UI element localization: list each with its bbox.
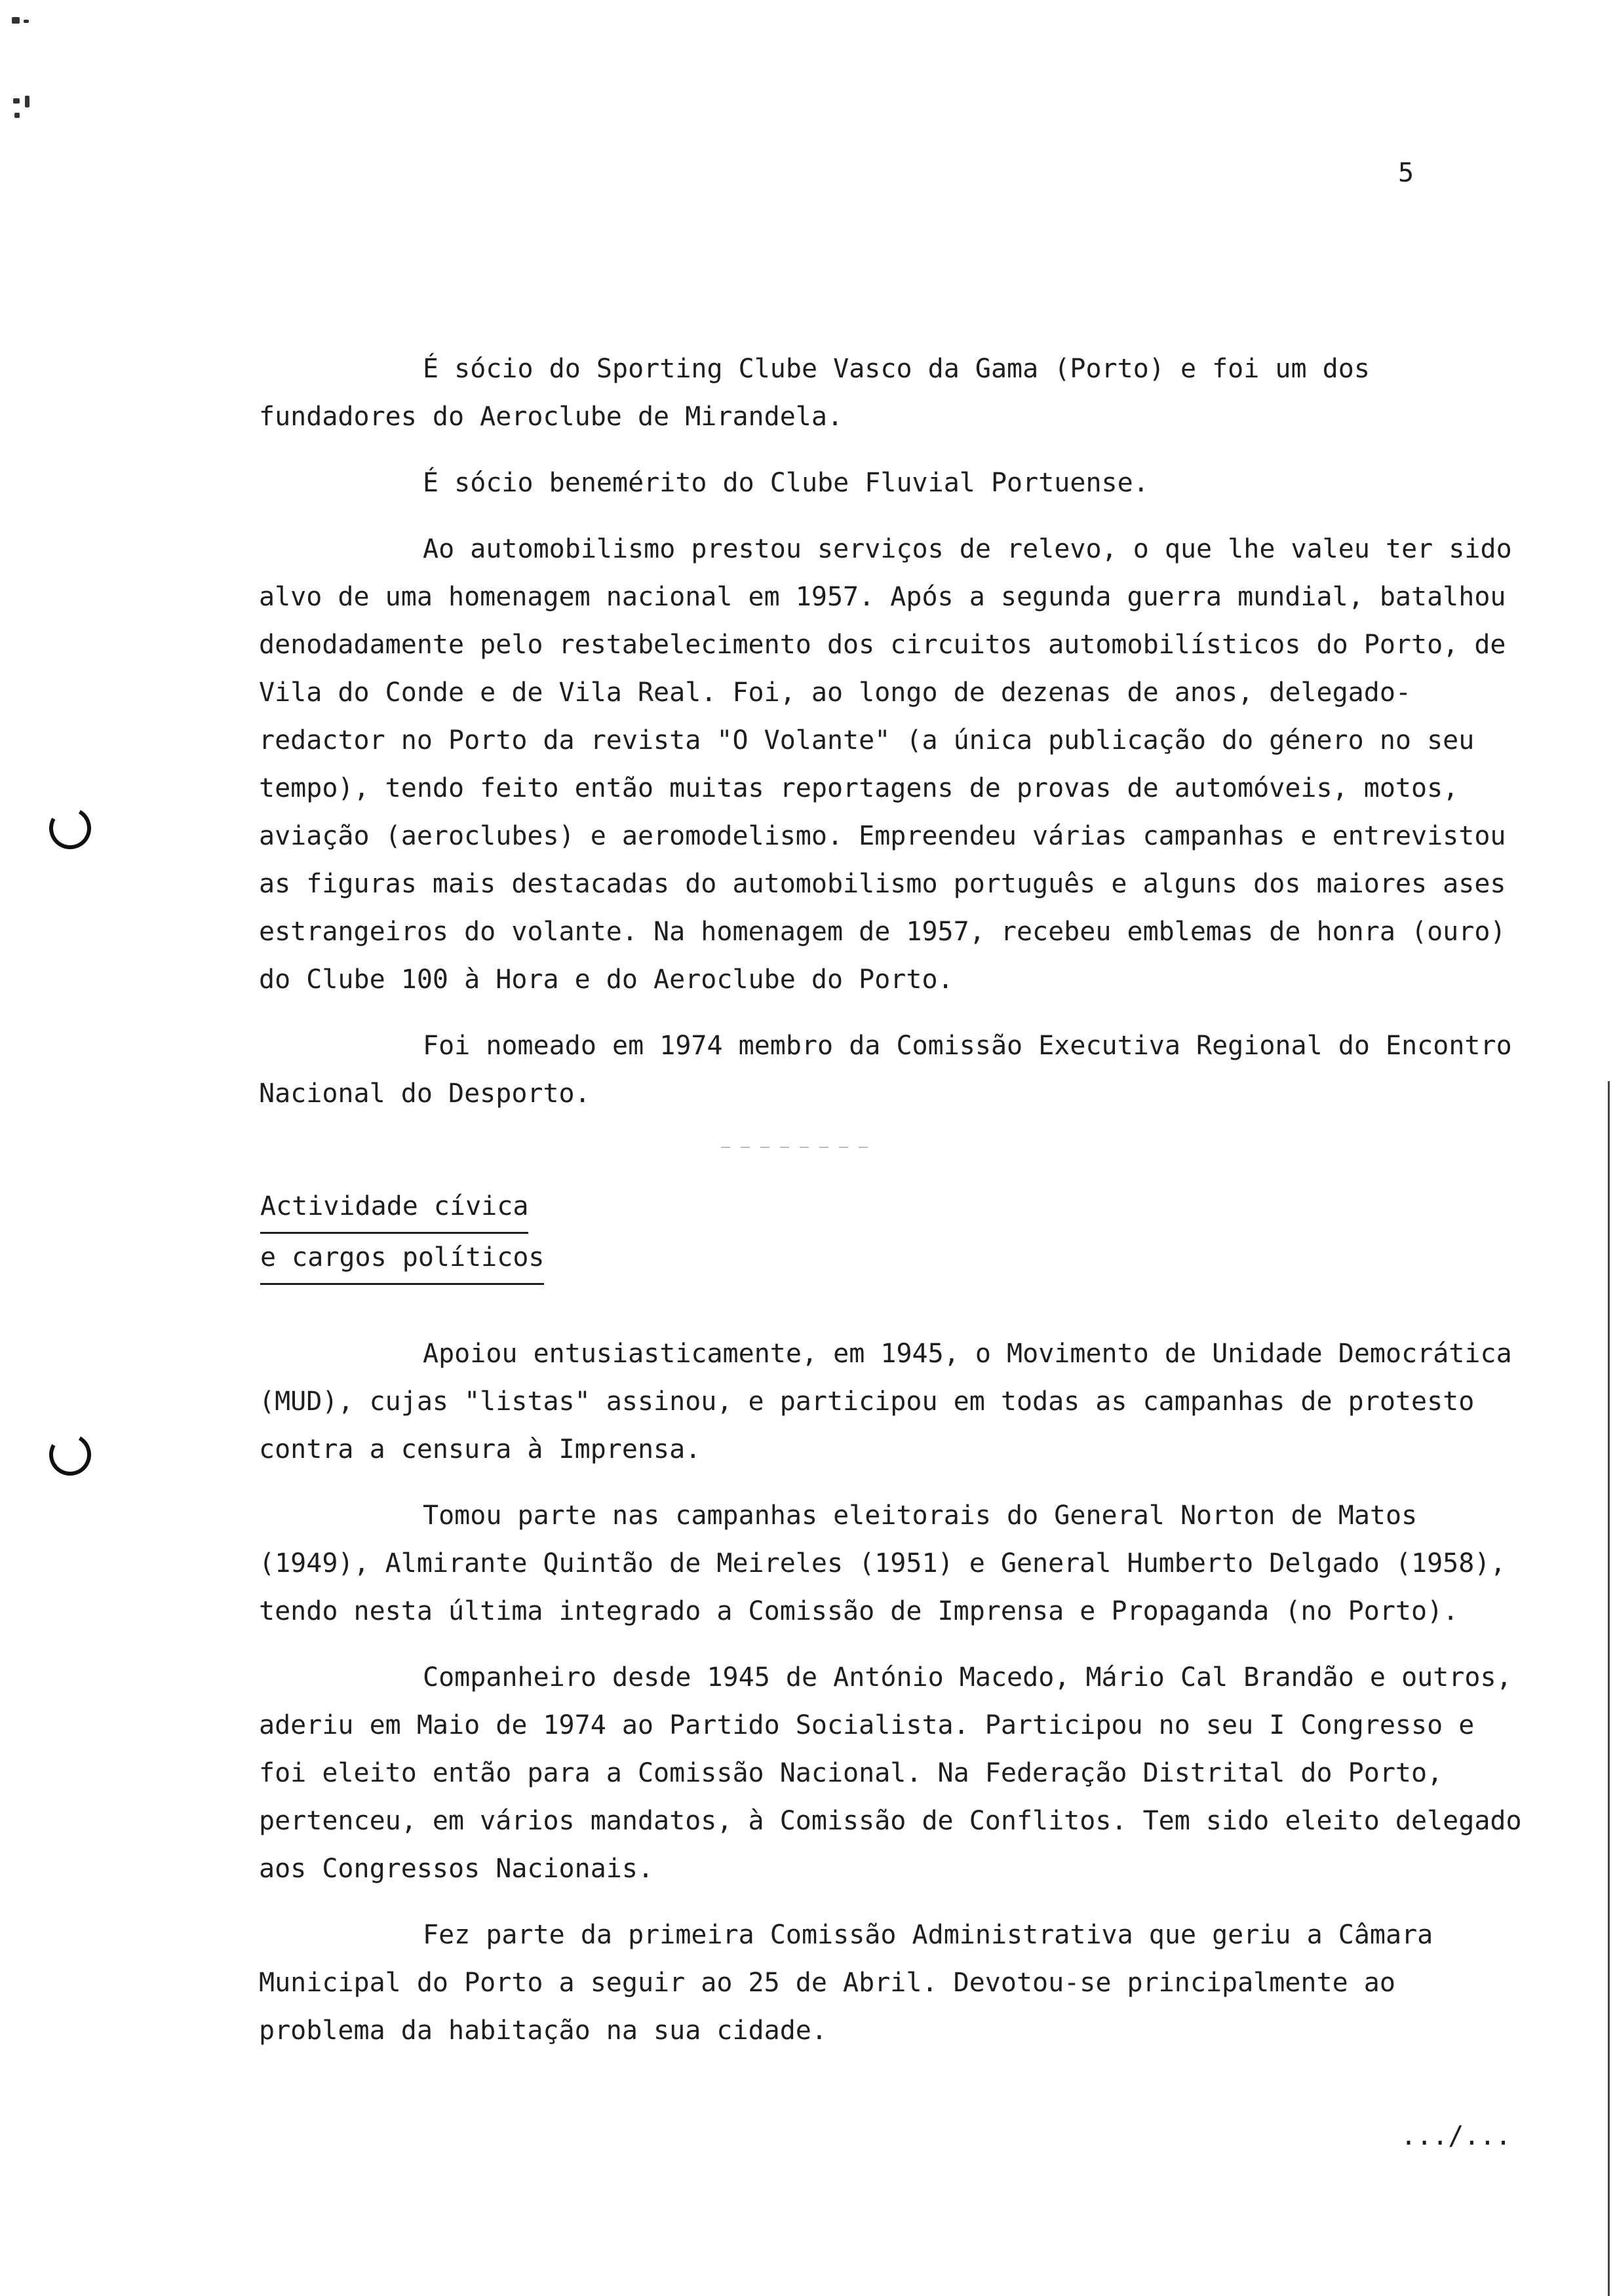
punch-hole-mark-upper bbox=[45, 803, 96, 854]
heading-line-1: Actividade cívica bbox=[260, 1183, 528, 1234]
scan-speck-3 bbox=[13, 98, 20, 104]
section-heading-civic bbox=[260, 1183, 544, 1285]
paragraph-mud: Apoiou entusiasticamente, em 1945, o Movimento de Unidade Democrática (MUD), cujas "listas" assinou, e participou em todas as campanhas de protesto contra a censura à Imprensa. bbox=[259, 1339, 1512, 1464]
page-number: 5 bbox=[1398, 158, 1414, 188]
scan-speck-5 bbox=[14, 113, 20, 118]
scan-speck-2 bbox=[24, 20, 29, 23]
paragraph-partido-socialista: Companheiro desde 1945 de António Macedo, Mário Cal Brandão e outros, aderiu em Maio de 1974 ao Partido Socialista. Participou no seu I Congresso e foi eleito então para a Comissão Nacional. Na Federação Distrital do Porto, pertenceu, em vários mandatos, à Comissão de Conflitos. Tem sido eleito delegado aos Congressos Nacionais. bbox=[259, 1662, 1522, 1884]
paragraph-camara-municipal: Fez parte da primeira Comissão Administrativa que geriu a Câmara Municipal do Porto a seguir ao 25 de Abril. Devotou-se principalmente ao problema da habitação na sua cidade. bbox=[259, 1920, 1433, 2046]
continuation-marker: .../... bbox=[1401, 2121, 1511, 2151]
punch-hole-mark-lower bbox=[45, 1429, 96, 1480]
scan-speck-4 bbox=[25, 96, 29, 107]
page-edge-line bbox=[1608, 1081, 1610, 2296]
paragraph-clube-fluvial: É sócio benemérito do Clube Fluvial Portuense. bbox=[423, 468, 1149, 498]
paragraph-campanhas-eleitorais: Tomou parte nas campanhas eleitorais do General Norton de Matos (1949), Almirante Quintão de Meireles (1951) e General Humberto Delgado (1958), tendo nesta última integrado a Comissão de Imprensa e Propaganda (no Porto). bbox=[259, 1501, 1506, 1626]
faint-scan-dash bbox=[721, 1147, 878, 1148]
paragraph-encontro-desporto: Foi nomeado em 1974 membro da Comissão Executiva Regional do Encontro Nacional do Desporto. bbox=[259, 1031, 1512, 1109]
sport-section bbox=[259, 345, 1524, 1118]
civic-section bbox=[259, 1330, 1524, 2055]
scan-speck-1 bbox=[12, 17, 20, 24]
paragraph-sporting-clube: É sócio do Sporting Clube Vasco da Gama (Porto) e foi um dos fundadores do Aeroclube de Mirandela. bbox=[259, 354, 1370, 432]
paragraph-automobilismo: Ao automobilismo prestou serviços de relevo, o que lhe valeu ter sido alvo de uma homenagem nacional em 1957. Após a segunda guerra mundial, batalhou denodadamente pelo restabelecimento dos circuitos automobilísticos do Porto, de Vila do Conde e de Vila Real. Foi, ao longo de dezenas de anos, delegado-redactor no Porto da revista "O Volante" (a única publicação do género no seu tempo), tendo feito então muitas reportagens de provas de automóveis, motos, aviação (aeroclubes) e aeromodelismo. Empreendeu várias campanhas e entrevistou as figuras mais destacadas do automobilismo português e alguns dos maiores ases estrangeiros do volante. Na homenagem de 1957, recebeu emblemas de honra (ouro) do Clube 100 à Hora e do Aeroclube do Porto. bbox=[259, 534, 1512, 995]
heading-line-2: e cargos políticos bbox=[260, 1234, 544, 1285]
